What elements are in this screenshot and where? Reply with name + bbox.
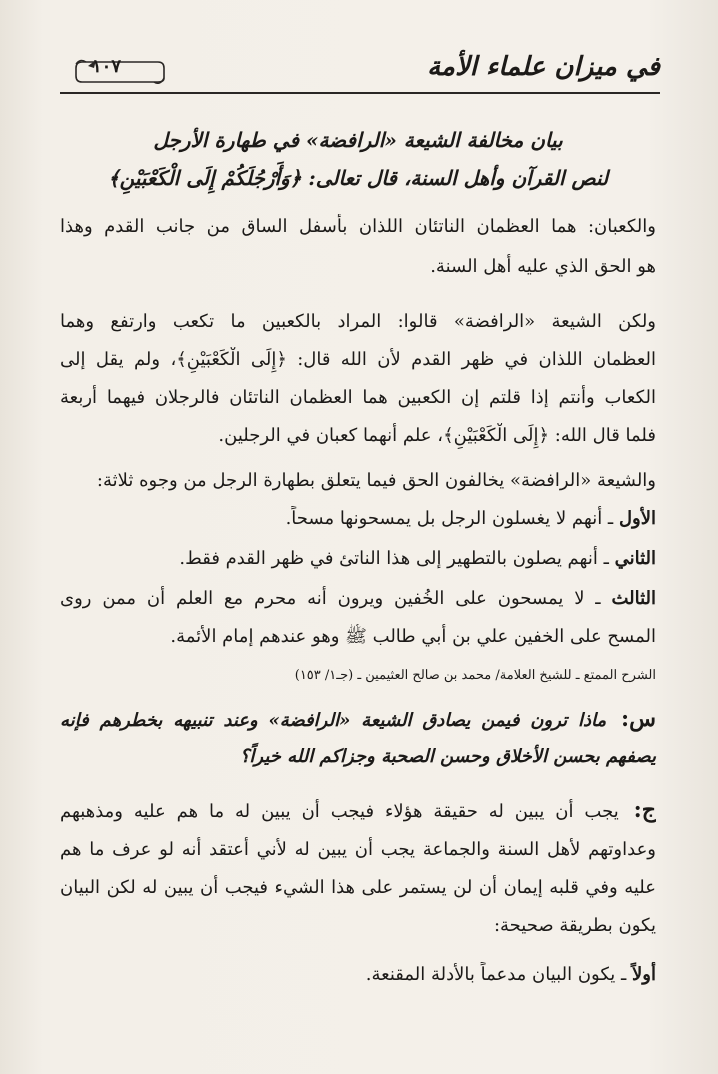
source-citation: الشرح الممتع ـ للشيخ العلامة/ محمد بن صالح العثيمين ـ (جـ١/ ١٥٣) (294, 668, 656, 683)
list-item-label: الأول (618, 508, 656, 529)
answer-text: يجب أن يبين له حقيقة هؤلاء فيجب أن يبين له ما هم عليه ومذهبهم (60, 801, 619, 822)
answer-line: يكون بطريقة صحيحة: (493, 915, 656, 936)
page-header (60, 48, 660, 96)
question-line-2: يصفهم بحسن الأخلاق وحسن الصحبة وجزاكم الله خيراً؟ (239, 746, 656, 767)
list-item-label: الثالث (611, 588, 656, 609)
paragraph-line: والكعبان: هما العظمان الناتئان اللذان بأسفل الساق من جانب القدم وهذا (60, 216, 656, 237)
question-line-1 (60, 706, 656, 732)
paragraph-line: المسح على الخفين علي بن أبي طالب ﷺ وهو عندهم إمام الأئمة. (170, 626, 656, 647)
question-text: ماذا ترون فيمن يصادق الشيعة «الرافضة» وعند تنبيهه بخطرهم فإنه (60, 710, 607, 731)
answer-point-label: أولاً (632, 964, 656, 985)
paragraph-line: فلما قال الله: ﴿إِلَى الْكَعْبَيْنِ﴾، علم أنهما كعبان في الرجلين. (218, 425, 656, 446)
running-title: في ميزان علماء الأمة (427, 52, 660, 82)
question-marker: س: (621, 706, 656, 732)
page-number: ١٠٧ (92, 56, 122, 77)
list-item-text: ـ أنهم يصلون بالتطهير إلى هذا الناتئ في ظهر القدم فقط. (179, 548, 609, 569)
header-rule (60, 92, 660, 94)
paragraph-line: الكعاب وأنتم إذا قلتم إن الكعبين هما العظمان الناتئان فالرجلان فيهما أربعة (60, 387, 656, 408)
section-title-line-2: لنص القرآن وأهل السنة، قال تعالى: ﴿وَأَرْجُلَكُمْ إِلَى الْكَعْبَيْنِ﴾ (107, 166, 609, 190)
answer-line (60, 797, 656, 825)
answer-point-text: ـ يكون البيان مدعماً بالأدلة المقنعة. (365, 964, 627, 985)
list-item-label: الثاني (614, 548, 656, 569)
answer-line: عليه وفي قلبه إيمان أن لن يستمر على هذا الشيء فيجب أن يبين له لكن البيان (60, 877, 656, 898)
list-item-text: ـ لا يمسحون على الخُفين ويرون أنه محرم مع العلم أن ممن روى (60, 588, 601, 609)
paragraph-line: العظمان اللذان في ظهر القدم لأن الله قال: ﴿إِلَى الْكَعْبَيْنِ﴾، ولم يقل إلى (60, 349, 656, 370)
list-item (60, 586, 656, 612)
paragraph-line: ولكن الشيعة «الرافضة» قالوا: المراد بالكعبين ما تكعب وارتفع وهما (60, 311, 656, 332)
paragraph-line: والشيعة «الرافضة» يخالفون الحق فيما يتعلق بطهارة الرجل من وجوه ثلاثة: (96, 470, 656, 491)
list-item (60, 506, 656, 532)
answer-marker: ج: (633, 797, 656, 823)
list-item (60, 546, 656, 572)
paragraph-line: هو الحق الذي عليه أهل السنة. (430, 256, 656, 277)
section-title-line-1: بيان مخالفة الشيعة «الرافضة» في طهارة الأرجل (153, 128, 563, 152)
list-item-text: ـ أنهم لا يغسلون الرجل بل يمسحونها مسحاً. (285, 508, 614, 529)
answer-point (60, 962, 656, 988)
answer-line: وعداوتهم لأهل السنة والجماعة يجب أن يبين له لأني أعتقد أنه لو عرف ما هم (60, 839, 656, 860)
